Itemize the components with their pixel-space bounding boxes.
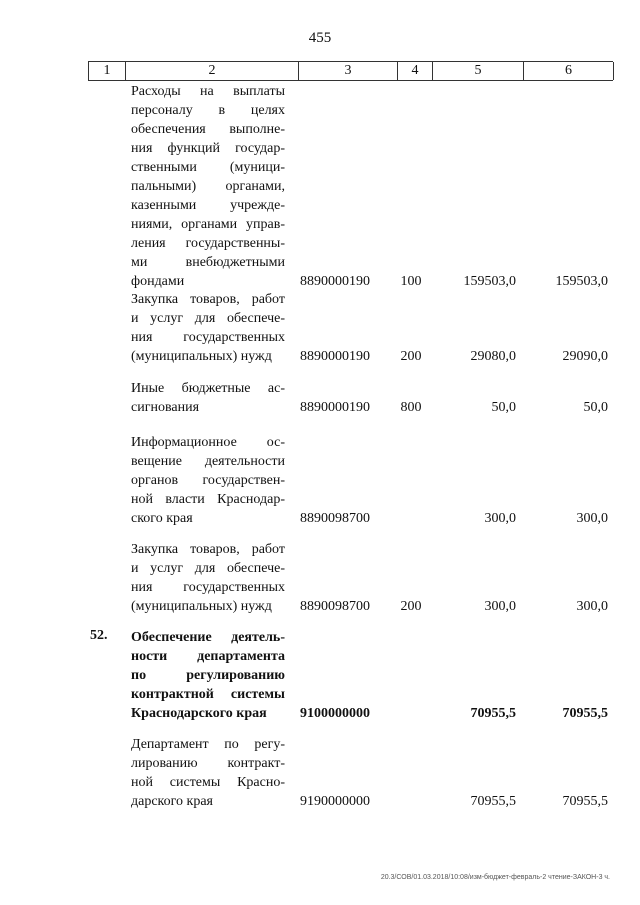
row-code: 8890000190 bbox=[300, 400, 370, 415]
header-col-5: 5 bbox=[432, 62, 523, 80]
row-code: 8890098700 bbox=[300, 599, 370, 614]
row-value-col6: 159503,0 bbox=[555, 274, 608, 289]
row-value-col6: 70955,5 bbox=[562, 706, 608, 721]
description-line: Департамент по регу- bbox=[131, 737, 285, 752]
description-line: Краснодарского края bbox=[131, 706, 267, 721]
description-line: пальными) органами, bbox=[131, 179, 285, 194]
row-value-col5: 300,0 bbox=[484, 511, 516, 526]
description-line: казенными учрежде- bbox=[131, 198, 285, 213]
row-description bbox=[131, 433, 285, 528]
header-col-3: 3 bbox=[298, 62, 397, 80]
description-line: лированию контракт- bbox=[131, 756, 285, 771]
row-expense-type: 800 bbox=[400, 400, 422, 415]
description-line: Закупка товаров, работ bbox=[131, 542, 285, 557]
description-line: и услуг для обеспече- bbox=[131, 311, 285, 326]
description-line: ления государственны- bbox=[131, 236, 285, 251]
row-value-col5: 300,0 bbox=[484, 599, 516, 614]
description-line: ственными (муници- bbox=[131, 160, 285, 175]
row-expense-type: 200 bbox=[400, 599, 422, 614]
row-description bbox=[131, 379, 285, 417]
description-line: ниями, органами управ- bbox=[131, 217, 285, 232]
row-value-col6: 50,0 bbox=[583, 400, 608, 415]
row-code: 8890000190 bbox=[300, 274, 370, 289]
row-description bbox=[131, 540, 285, 616]
row-value-col6: 300,0 bbox=[576, 511, 608, 526]
description-line: контрактной системы bbox=[131, 687, 285, 702]
description-line: Расходы на выплаты bbox=[131, 84, 285, 99]
description-line: ния государственных bbox=[131, 580, 285, 595]
description-line: Информационное ос- bbox=[131, 435, 285, 450]
row-description bbox=[131, 628, 285, 723]
description-line: ной власти Краснодар- bbox=[131, 492, 285, 507]
row-value-col5: 50,0 bbox=[491, 400, 516, 415]
row-code: 9100000000 bbox=[300, 706, 370, 721]
row-value-col5: 70955,5 bbox=[470, 794, 516, 809]
description-line: Закупка товаров, работ bbox=[131, 292, 285, 307]
header-col-6: 6 bbox=[523, 62, 614, 80]
header-col-1: 1 bbox=[88, 62, 125, 80]
description-line: Иные бюджетные ас- bbox=[131, 381, 285, 396]
row-value-col6: 300,0 bbox=[576, 599, 608, 614]
row-code: 9190000000 bbox=[300, 794, 370, 809]
description-line: фондами bbox=[131, 274, 185, 289]
description-line: Обеспечение деятель- bbox=[131, 630, 285, 645]
description-line: ми внебюджетными bbox=[131, 255, 285, 270]
row-code: 8890000190 bbox=[300, 349, 370, 364]
description-line: и услуг для обеспече- bbox=[131, 561, 285, 576]
header-col-2: 2 bbox=[125, 62, 298, 80]
description-line: (муниципальных) нужд bbox=[131, 599, 272, 614]
description-line: ной системы Красно- bbox=[131, 775, 285, 790]
row-value-col6: 29090,0 bbox=[562, 349, 608, 364]
footer-path: 20.3/СОВ/01.03.2018/10:08/изм-бюджет-февраль-2 чтение-ЗАКОН-3 ч. bbox=[380, 874, 610, 881]
description-line: (муниципальных) нужд bbox=[131, 349, 272, 364]
description-line: обеспечения выполне- bbox=[131, 122, 285, 137]
header-col-4: 4 bbox=[397, 62, 432, 80]
row-description bbox=[131, 290, 285, 366]
description-line: органов государствен- bbox=[131, 473, 285, 488]
description-line: вещение деятельности bbox=[131, 454, 285, 469]
page-number: 455 bbox=[308, 30, 332, 46]
row-value-col5: 70955,5 bbox=[470, 706, 516, 721]
row-description bbox=[131, 82, 285, 291]
row-code: 8890098700 bbox=[300, 511, 370, 526]
description-line: ния функций государ- bbox=[131, 141, 285, 156]
description-line: по регулированию bbox=[131, 668, 285, 683]
description-line: дарского края bbox=[131, 794, 213, 809]
row-description bbox=[131, 735, 285, 811]
row-expense-type: 100 bbox=[400, 274, 422, 289]
description-line: ния государственных bbox=[131, 330, 285, 345]
description-line: персоналу в целях bbox=[131, 103, 285, 118]
row-expense-type: 200 bbox=[400, 349, 422, 364]
description-line: ского края bbox=[131, 511, 193, 526]
table-header bbox=[88, 61, 613, 81]
description-line: ности департамента bbox=[131, 649, 285, 664]
row-number: 52. bbox=[90, 628, 108, 643]
description-line: сигнования bbox=[131, 400, 200, 415]
row-value-col5: 159503,0 bbox=[463, 274, 516, 289]
row-value-col5: 29080,0 bbox=[470, 349, 516, 364]
row-value-col6: 70955,5 bbox=[562, 794, 608, 809]
